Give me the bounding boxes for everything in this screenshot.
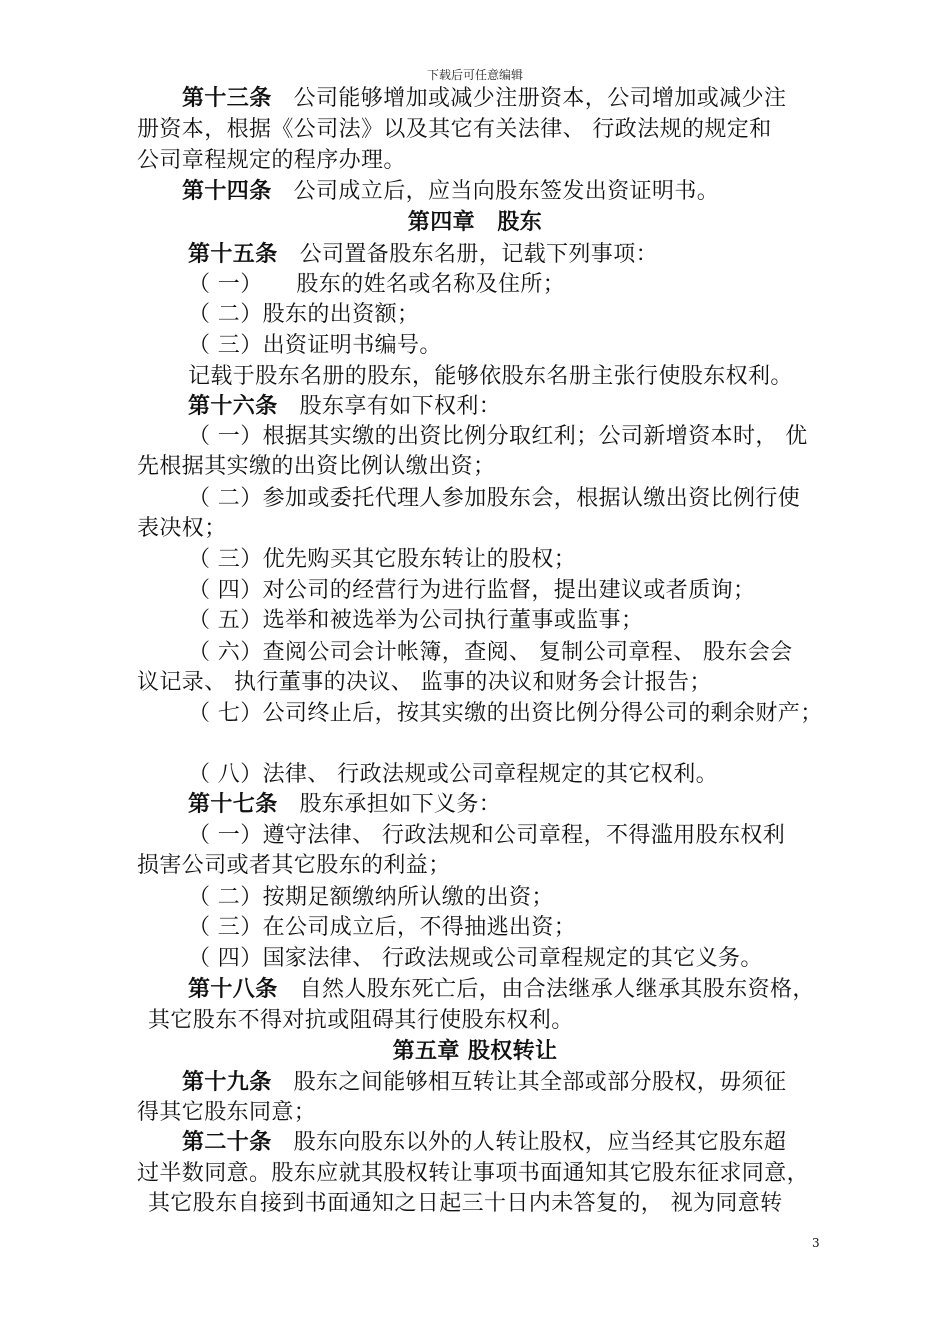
article-17-duty-3: （ 三）在公司成立后，不得抽逃出资；	[188, 915, 577, 940]
page-header: 下载后可任意编辑	[426, 68, 523, 82]
article-17-duty-1b: 损害公司或者其它股东的利益；	[137, 853, 451, 878]
article-20-line-2: 过半数同意。股东应就其股权转让事项书面通知其它股东征求同意，	[137, 1161, 810, 1186]
article-17-duty-1a: （ 一）遵守法律、 行政法规和公司章程，不得滥用股东权利	[188, 823, 786, 848]
article-19-line-2: 得其它股东同意；	[137, 1100, 317, 1125]
article-16: 第十六条 股东享有如下权利：	[188, 394, 502, 419]
article-14-label: 第十四条	[182, 179, 272, 204]
article-16-right-8: （ 八）法律、 行政法规或公司章程规定的其它权利。	[188, 762, 718, 787]
article-16-right-6a: （ 六）查阅公司会计帐簿，查阅、 复制公司章程、 股东会会	[188, 640, 793, 665]
article-16-label: 第十六条	[188, 394, 278, 419]
article-15-note: 记载于股东名册的股东，能够依股东名册主张行使股东权利。	[188, 364, 793, 389]
article-15-item-2: （ 二）股东的出资额；	[188, 302, 420, 327]
article-16-right-4: （ 四）对公司的经营行为进行监督，提出建议或者质询；	[188, 578, 756, 603]
chapter-5-heading: 第五章 股权转让	[392, 1039, 558, 1064]
article-13-line-2: 册资本，根据《公司法》以及其它有关法律、 行政法规的规定和	[137, 117, 772, 142]
article-16-right-5: （ 五）选举和被选举为公司执行董事或监事；	[188, 608, 644, 633]
article-17: 第十七条 股东承担如下义务：	[188, 792, 502, 817]
article-17-duty-4: （ 四）国家法律、 行政法规或公司章程规定的其它义务。	[188, 946, 763, 971]
article-16-right-3: （ 三）优先购买其它股东转让的股权；	[188, 547, 577, 572]
article-18-label: 第十八条	[188, 977, 278, 1002]
article-20-label: 第二十条	[182, 1130, 272, 1155]
chapter-4-heading: 第四章 股东	[407, 210, 543, 235]
article-15: 第十五条 公司置备股东名册，记载下列事项：	[188, 242, 659, 267]
article-16-right-7: （ 七）公司终止后，按其实缴的出资比例分得公司的剩余财产；	[188, 701, 823, 726]
article-18-line-1: 第十八条 自然人股东死亡后，由合法继承人继承其股东资格，	[188, 977, 815, 1002]
article-13-line-3: 公司章程规定的程序办理。	[137, 148, 406, 173]
article-16-right-2a: （ 二）参加或委托代理人参加股东会，根据认缴出资比例行使	[188, 486, 801, 511]
article-14: 第十四条 公司成立后，应当向股东签发出资证明书。	[182, 179, 720, 204]
article-20-line-1: 第二十条 股东向股东以外的人转让股权，应当经其它股东超	[182, 1130, 787, 1155]
article-15-item-3: （ 三）出资证明书编号。	[188, 333, 442, 358]
article-13-label: 第十三条	[182, 86, 272, 111]
article-17-duty-2: （ 二）按期足额缴纳所认缴的出资；	[188, 885, 554, 910]
article-20-line-3: 其它股东自接到书面通知之日起三十日内未答复的， 视为同意转	[148, 1191, 783, 1216]
article-13-line-1: 第十三条 公司能够增加或减少注册资本，公司增加或减少注	[182, 86, 787, 111]
article-16-right-1a: （ 一）根据其实缴的出资比例分取红利；公司新增资本时， 优	[188, 424, 808, 449]
article-16-right-2b: 表决权；	[137, 516, 227, 541]
article-17-label: 第十七条	[188, 792, 278, 817]
article-19-line-1: 第十九条 股东之间能够相互转让其全部或部分股权，毋须征	[182, 1070, 787, 1095]
page-number: 3	[812, 1236, 820, 1250]
article-15-label: 第十五条	[188, 242, 278, 267]
article-15-item-1: （ 一） 股东的姓名或名称及住所；	[188, 272, 566, 297]
article-16-right-6b: 议记录、 执行董事的决议、 监事的决议和财务会计报告；	[137, 670, 712, 695]
article-19-label: 第十九条	[182, 1070, 272, 1095]
article-18-line-2: 其它股东不得对抗或阻碍其行使股东权利。	[148, 1008, 574, 1033]
article-16-right-1b: 先根据其实缴的出资比例认缴出资；	[137, 454, 496, 479]
